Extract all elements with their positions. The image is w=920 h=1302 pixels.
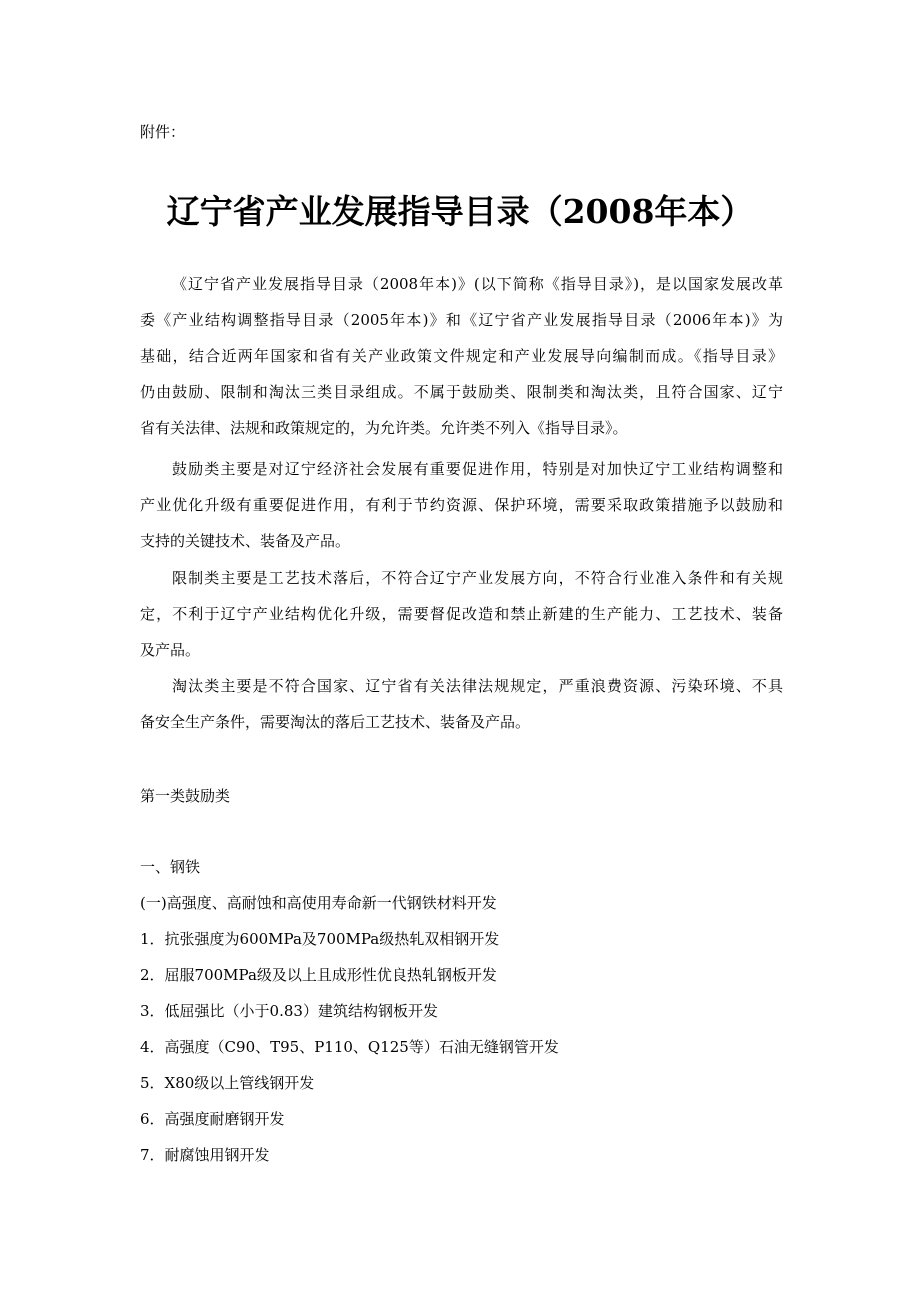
paragraph-line: 限制类主要是工艺技术落后，不符合辽宁产业发展方向，不符合行业准入条件和有关规 [172, 569, 783, 587]
list-item: 2．屈服700MPa级及以上且成形性优良热轧钢板开发 [140, 966, 497, 984]
list-item: 3．低屈强比（小于0.83）建筑结构钢板开发 [140, 1002, 438, 1020]
paragraph-line: 委《产业结构调整指导目录（2005年本)》和《辽宁省产业发展指导目录（2006年本)》为 [140, 311, 783, 329]
list-item: 6．高强度耐磨钢开发 [140, 1110, 285, 1128]
paragraph-line: 定，不利于辽宁产业结构优化升级，需要督促改造和禁止新建的生产能力、工艺技术、装备 [140, 605, 783, 623]
list-item: 7．耐腐蚀用钢开发 [140, 1146, 270, 1164]
paragraph-line: 淘汰类主要是不符合国家、辽宁省有关法律法规规定，严重浪费资源、污染环境、不具 [172, 677, 783, 695]
subsection-title: (一)高强度、高耐蚀和高使用寿命新一代钢铁材料开发 [140, 894, 497, 912]
list-item: 5．X80级以上管线钢开发 [140, 1074, 315, 1092]
attachment-label: 附件： [140, 123, 186, 141]
paragraph-line: 鼓励类主要是对辽宁经济社会发展有重要促进作用，特别是对加快辽宁工业结构调整和 [172, 460, 783, 478]
paragraph-line: 产业优化升级有重要促进作用，有利于节约资源、保护环境，需要采取政策措施予以鼓励和 [140, 496, 783, 514]
paragraph-line: 仍由鼓励、限制和淘汰三类目录组成。不属于鼓励类、限制类和淘汰类，且符合国家、辽宁 [140, 383, 783, 401]
intro-paragraph-3 [140, 560, 783, 668]
section-title: 一、钢铁 [140, 858, 201, 876]
paragraph-line: 基础，结合近两年国家和省有关产业政策文件规定和产业发展导向编制而成。《指导目录》 [140, 347, 783, 365]
paragraph-line: 《辽宁省产业发展指导目录（2008年本)》(以下简称《指导目录》)，是以国家发展改革 [172, 275, 783, 293]
intro-paragraph-4 [140, 668, 783, 740]
list-item: 1．抗张强度为600MPa及700MPa级热轧双相钢开发 [140, 930, 500, 948]
paragraph-line: 支持的关键技术、装备及产品。 [140, 532, 351, 550]
intro-paragraph-2 [140, 451, 783, 559]
document-title: 辽宁省产业发展指导目录（2008年本） [166, 192, 754, 231]
paragraph-line: 省有关法律、法规和政策规定的，为允许类。允许类不列入《指导目录》。 [140, 419, 628, 437]
paragraph-line: 备安全生产条件，需要淘汰的落后工艺技术、装备及产品。 [140, 713, 531, 731]
list-item: 4．高强度（C90、T95、P110、Q125等）石油无缝钢管开发 [140, 1038, 559, 1056]
category-title: 第一类鼓励类 [140, 787, 231, 805]
intro-paragraph-1 [140, 266, 783, 446]
paragraph-line: 及产品。 [140, 641, 201, 659]
